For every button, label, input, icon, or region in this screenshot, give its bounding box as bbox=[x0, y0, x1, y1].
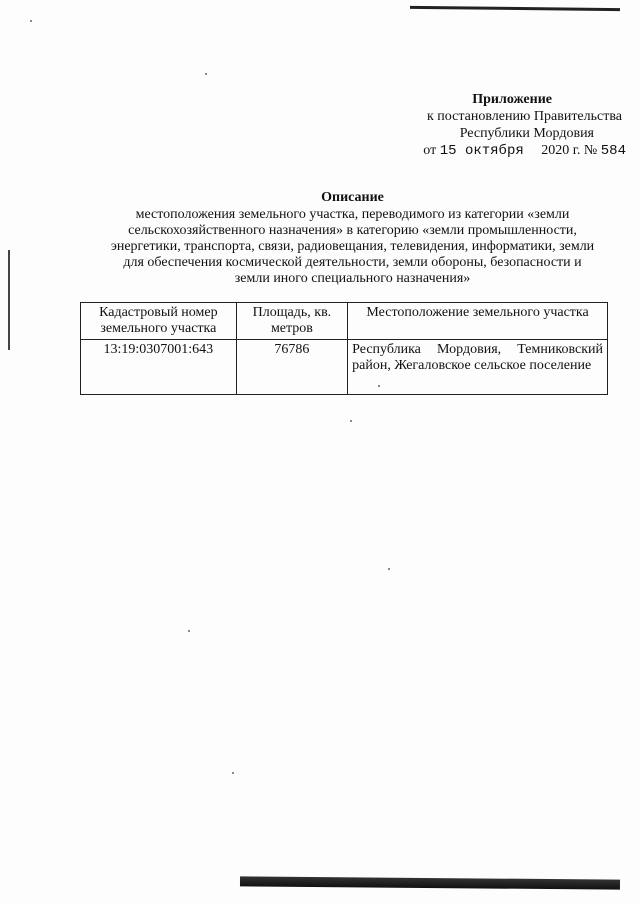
scan-artifact-top bbox=[410, 6, 620, 11]
description-line: сельскохозяйственного назначения» в категорию «земли промышленности, bbox=[128, 223, 577, 238]
description-line: для обеспечения космической деятельности, земли обороны, безопасности и bbox=[123, 255, 582, 270]
scan-speck bbox=[350, 420, 352, 422]
scan-artifact-left bbox=[8, 250, 10, 350]
header-cadastral-number: Кадастровый номер земельного участка bbox=[81, 303, 237, 340]
description-line: энергетики, транспорта, связи, радиовещания, телевидения, информатики, земли bbox=[110, 239, 595, 254]
description-line: местоположения земельного участка, переводимого из категории «земли bbox=[135, 207, 570, 222]
scan-speck bbox=[205, 73, 207, 75]
appendix-resolution-line: к постановлению Правительства bbox=[426, 109, 622, 124]
header-area: Площадь, кв. метров bbox=[236, 303, 347, 340]
cell-location: Республика Мордовия, Темниковский район, Жегаловское сельское поселение bbox=[348, 340, 608, 395]
appendix-government-line: Республики Мордовия bbox=[459, 126, 594, 141]
date-year: 2020 г. № bbox=[541, 143, 598, 158]
cell-cadastral-number: 13:19:0307001:643 bbox=[81, 340, 237, 395]
scan-speck bbox=[232, 772, 234, 774]
header-location: Местоположение земельного участка bbox=[348, 303, 608, 340]
scan-artifact-bottom bbox=[240, 876, 620, 889]
cell-area: 76786 bbox=[236, 340, 347, 395]
date-day-month: 15 октября bbox=[439, 143, 524, 159]
appendix-title: Приложение bbox=[472, 92, 552, 107]
scan-speck bbox=[388, 568, 390, 570]
table-row bbox=[81, 340, 608, 395]
resolution-number: 584 bbox=[600, 143, 626, 159]
scan-speck bbox=[188, 630, 190, 632]
appendix-date-line bbox=[380, 142, 630, 160]
description-title: Описание bbox=[321, 190, 384, 205]
land-plot-table bbox=[80, 302, 608, 395]
table-header-row bbox=[81, 303, 608, 340]
date-prefix: от bbox=[423, 143, 437, 158]
description-heading bbox=[80, 190, 625, 287]
description-line: земли иного специального назначения» bbox=[234, 271, 471, 286]
scan-speck bbox=[30, 20, 32, 22]
appendix-block bbox=[380, 91, 630, 160]
